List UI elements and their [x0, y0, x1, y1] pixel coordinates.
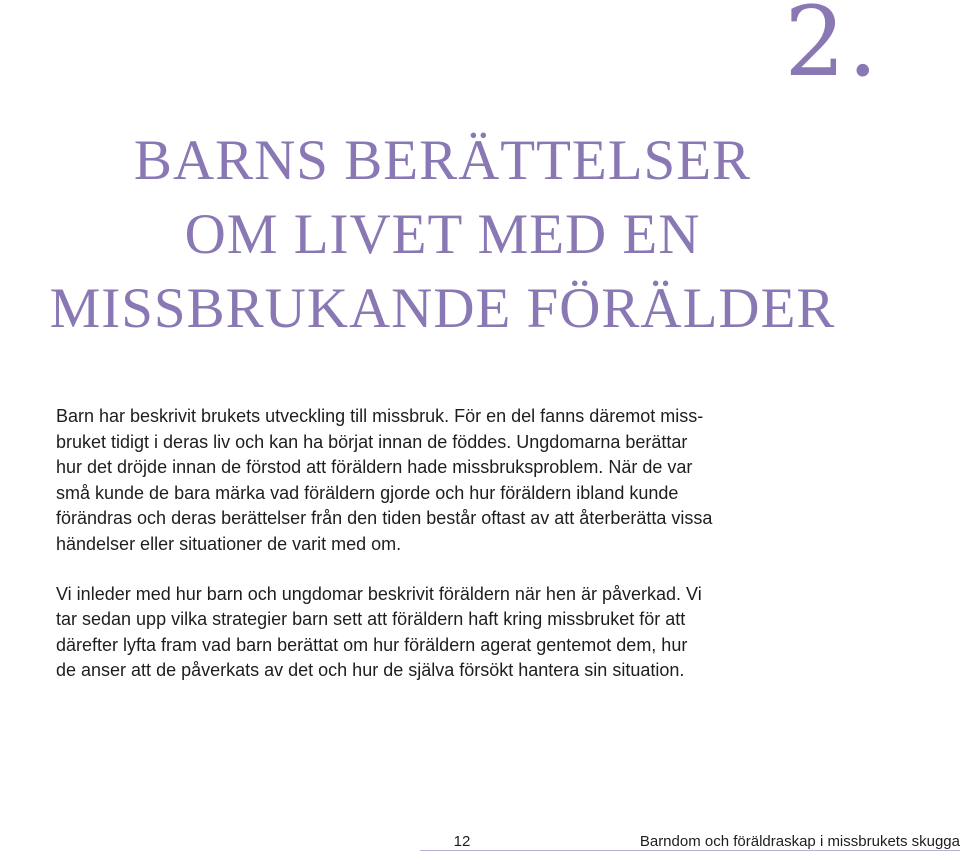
text-line: små kunde de bara märka vad föräldern gjorde och hur föräldern ibland kunde [56, 482, 679, 503]
footer-rule [420, 850, 960, 851]
text-line: därefter lyfta fram vad barn berättat om hur föräldern agerat gentemot dem, hur [56, 634, 688, 655]
text-line: förändras och deras berättelser från den tiden består oftast av att återberätta vissa [56, 508, 713, 529]
text-line: de anser att de påverkats av det och hur de själva försökt hantera sin situation. [56, 660, 685, 681]
text-line: Barn har beskrivit brukets utveckling till missbruk. För en del fanns däremot miss- [56, 406, 704, 426]
paragraph [56, 582, 832, 684]
running-title: Barndom och föräldraskap i missbrukets skugga [639, 833, 960, 850]
chapter-title [0, 124, 885, 346]
text-line: tar sedan upp vilka strategier barn sett att föräldern haft kring missbruket för att [56, 609, 686, 630]
page-number: 12 [453, 833, 471, 850]
chapter-title-line: OM LIVET MED EN [184, 203, 701, 266]
text-line: bruket tidigt i deras liv och kan ha börjat innan de föddes. Ungdomarna berättar [56, 431, 688, 452]
text-line: Vi inleder med hur barn och ungdomar beskrivit föräldern när hen är påverkad. Vi [56, 583, 702, 604]
text-line: hur det dröjde innan de förstod att föräldern hade missbruksproblem. När de var [56, 457, 693, 478]
text-line: händelser eller situationer de varit med om. [56, 533, 402, 554]
chapter-number: 2. [784, 0, 880, 98]
chapter-title-line: MISSBRUKANDE FÖRÄLDER [49, 277, 836, 340]
body-text [56, 404, 832, 708]
chapter-title-line: BARNS BERÄTTELSER [133, 129, 752, 192]
paragraph [56, 404, 832, 558]
